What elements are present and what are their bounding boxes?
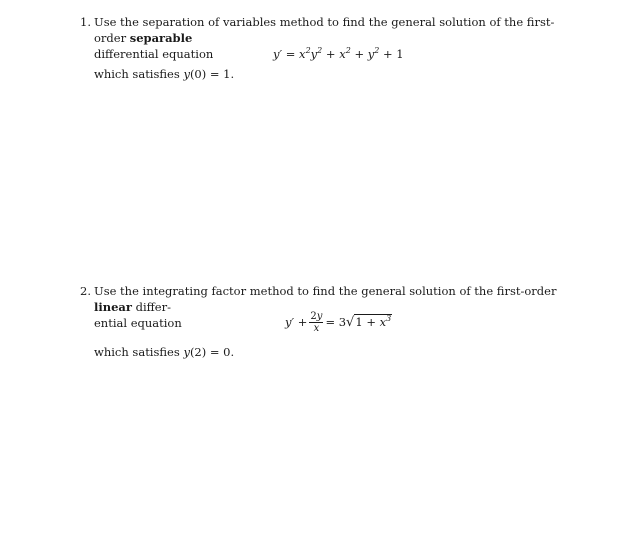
problem-2 — [80, 283, 580, 359]
statement-text-continued: ential equation — [94, 316, 182, 330]
condition-1: which satisfies y(0) = 1. — [94, 67, 235, 81]
fraction: $\frac{2y}{x}$ — [310, 311, 323, 334]
condition-math: y — [183, 345, 190, 359]
equation-1 — [273, 46, 404, 62]
statement-text: Use the integrating factor method to find the general solution of the first-order — [94, 284, 557, 298]
condition-2: which satisfies y(2) = 0. — [94, 345, 235, 359]
equation-text: $y' = x^2y^2 + x^2 + y^2 + 1$ — [273, 46, 404, 61]
equation-2 — [285, 311, 392, 334]
statement-text-continued: differential equation — [94, 47, 214, 61]
square-root: $√1 + x^3$ — [346, 313, 392, 330]
keyword-separable: separable — [129, 31, 193, 45]
keyword-linear: linear — [94, 300, 132, 314]
equation-text: y′ + $\frac{2y}{x}$ = $3√1 + x^3$ — [285, 311, 392, 334]
problem-number: 1. — [80, 15, 91, 29]
problem-number: 2. — [80, 284, 91, 298]
condition-math: y — [183, 67, 190, 81]
problem-1 — [80, 14, 580, 81]
problem-statement: Use the integrating factor method to find the general solution of the first-order linear differ- ential equation — [94, 284, 557, 330]
statement-text: Use the separation of variables method to find the general solution of the first-order — [94, 15, 555, 45]
